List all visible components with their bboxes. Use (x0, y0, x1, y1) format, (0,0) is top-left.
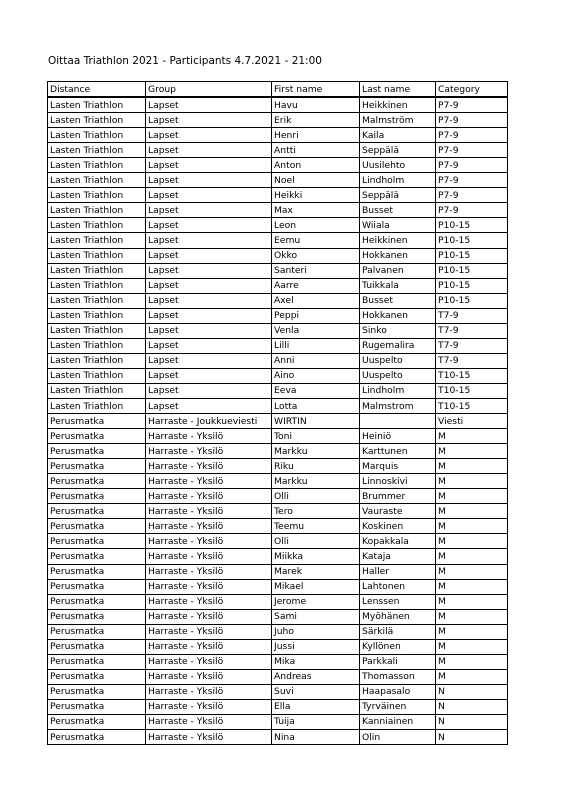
cell-distance: Perusmatka (48, 699, 146, 714)
table-row (48, 639, 508, 654)
table-row (48, 218, 508, 233)
cell-category: P7-9 (436, 173, 508, 188)
cell-category: P7-9 (436, 188, 508, 203)
cell-first-name: Markku (272, 474, 360, 489)
cell-distance: Perusmatka (48, 504, 146, 519)
cell-first-name: Toni (272, 429, 360, 444)
cell-group: Harraste - Yksilö (146, 519, 272, 534)
cell-first-name: Jerome (272, 594, 360, 609)
table-row (48, 714, 508, 729)
cell-last-name: Haapasalo (360, 684, 436, 699)
table-row (48, 293, 508, 308)
cell-distance: Lasten Triathlon (48, 323, 146, 338)
cell-first-name: Nina (272, 730, 360, 745)
cell-distance: Perusmatka (48, 714, 146, 729)
table-row (48, 248, 508, 263)
cell-first-name: Eeva (272, 383, 360, 398)
table-row (48, 444, 508, 459)
cell-category: M (436, 489, 508, 504)
cell-first-name: Axel (272, 293, 360, 308)
cell-first-name: Noel (272, 173, 360, 188)
cell-category: T7-9 (436, 338, 508, 353)
cell-first-name: Peppi (272, 308, 360, 323)
cell-last-name: Malmstrom (360, 398, 436, 413)
cell-last-name: Thomasson (360, 669, 436, 684)
cell-first-name: Andreas (272, 669, 360, 684)
cell-last-name: Hokkanen (360, 248, 436, 263)
header-group: Group (146, 82, 272, 98)
table-row (48, 519, 508, 534)
cell-first-name: Tero (272, 504, 360, 519)
cell-last-name: Haller (360, 564, 436, 579)
table-row (48, 233, 508, 248)
cell-first-name: Olli (272, 489, 360, 504)
cell-last-name: Sinko (360, 323, 436, 338)
table-row (48, 549, 508, 564)
cell-first-name: Markku (272, 444, 360, 459)
cell-first-name: Eemu (272, 233, 360, 248)
cell-group: Harraste - Yksilö (146, 579, 272, 594)
cell-group: Lapset (146, 158, 272, 173)
cell-category: Viesti (436, 414, 508, 429)
cell-first-name: Tuija (272, 714, 360, 729)
cell-last-name: Uusilehto (360, 158, 436, 173)
cell-distance: Lasten Triathlon (48, 203, 146, 218)
cell-category: M (436, 474, 508, 489)
cell-first-name: Aarre (272, 278, 360, 293)
cell-last-name: Koskinen (360, 519, 436, 534)
cell-category: T7-9 (436, 308, 508, 323)
cell-category: P7-9 (436, 97, 508, 113)
cell-distance: Lasten Triathlon (48, 113, 146, 128)
table-row (48, 624, 508, 639)
cell-distance: Lasten Triathlon (48, 383, 146, 398)
cell-last-name: Tyrväinen (360, 699, 436, 714)
table-row (48, 730, 508, 745)
table-row (48, 353, 508, 368)
cell-last-name: Myöhänen (360, 609, 436, 624)
cell-last-name: Kyllönen (360, 639, 436, 654)
cell-distance: Perusmatka (48, 519, 146, 534)
cell-first-name: Miikka (272, 549, 360, 564)
cell-last-name: Heiniö (360, 429, 436, 444)
cell-last-name: Kopakkala (360, 534, 436, 549)
cell-group: Lapset (146, 308, 272, 323)
cell-category: M (436, 639, 508, 654)
cell-category: P10-15 (436, 233, 508, 248)
cell-last-name: Wiiala (360, 218, 436, 233)
cell-distance: Perusmatka (48, 684, 146, 699)
cell-last-name: Olin (360, 730, 436, 745)
cell-last-name: Linnoskivi (360, 474, 436, 489)
cell-distance: Perusmatka (48, 730, 146, 745)
cell-category: M (436, 519, 508, 534)
cell-first-name: Anton (272, 158, 360, 173)
cell-group: Harraste - Yksilö (146, 684, 272, 699)
cell-distance: Lasten Triathlon (48, 218, 146, 233)
cell-group: Lapset (146, 113, 272, 128)
cell-group: Lapset (146, 338, 272, 353)
cell-category: T7-9 (436, 353, 508, 368)
cell-first-name: Venla (272, 323, 360, 338)
cell-distance: Lasten Triathlon (48, 248, 146, 263)
cell-last-name: Särkilä (360, 624, 436, 639)
cell-first-name: Suvi (272, 684, 360, 699)
cell-last-name: Seppälä (360, 143, 436, 158)
participants-table (47, 81, 508, 745)
cell-distance: Perusmatka (48, 444, 146, 459)
cell-group: Lapset (146, 233, 272, 248)
table-row (48, 203, 508, 218)
cell-group: Harraste - Yksilö (146, 459, 272, 474)
cell-category: P7-9 (436, 203, 508, 218)
header-last-name: Last name (360, 82, 436, 98)
cell-group: Lapset (146, 218, 272, 233)
cell-category: N (436, 684, 508, 699)
cell-distance: Lasten Triathlon (48, 338, 146, 353)
cell-category: N (436, 699, 508, 714)
table-row (48, 534, 508, 549)
cell-last-name: Rugemalira (360, 338, 436, 353)
cell-last-name: Palvanen (360, 263, 436, 278)
cell-distance: Lasten Triathlon (48, 293, 146, 308)
cell-group: Lapset (146, 368, 272, 383)
cell-group: Lapset (146, 353, 272, 368)
cell-first-name: Riku (272, 459, 360, 474)
cell-last-name: Vauraste (360, 504, 436, 519)
cell-last-name: Busset (360, 203, 436, 218)
cell-distance: Perusmatka (48, 654, 146, 669)
cell-last-name (360, 414, 436, 429)
table-row (48, 308, 508, 323)
table-row (48, 699, 508, 714)
cell-category: T10-15 (436, 368, 508, 383)
cell-distance: Perusmatka (48, 414, 146, 429)
cell-last-name: Malmström (360, 113, 436, 128)
cell-last-name: Brummer (360, 489, 436, 504)
cell-group: Harraste - Yksilö (146, 594, 272, 609)
table-row (48, 489, 508, 504)
cell-last-name: Parkkali (360, 654, 436, 669)
cell-last-name: Uuspelto (360, 353, 436, 368)
cell-distance: Lasten Triathlon (48, 233, 146, 248)
cell-distance: Lasten Triathlon (48, 173, 146, 188)
cell-first-name: Juho (272, 624, 360, 639)
cell-distance: Perusmatka (48, 564, 146, 579)
cell-distance: Lasten Triathlon (48, 97, 146, 113)
cell-first-name: Lotta (272, 398, 360, 413)
header-first-name: First name (272, 82, 360, 98)
cell-group: Lapset (146, 263, 272, 278)
cell-first-name: Henri (272, 128, 360, 143)
cell-distance: Lasten Triathlon (48, 158, 146, 173)
cell-distance: Perusmatka (48, 534, 146, 549)
cell-distance: Perusmatka (48, 489, 146, 504)
cell-group: Harraste - Yksilö (146, 474, 272, 489)
cell-category: P10-15 (436, 218, 508, 233)
cell-last-name: Lindholm (360, 173, 436, 188)
cell-group: Lapset (146, 383, 272, 398)
table-row (48, 368, 508, 383)
cell-last-name: Karttunen (360, 444, 436, 459)
table-row (48, 654, 508, 669)
cell-category: T7-9 (436, 323, 508, 338)
header-row (48, 82, 508, 98)
cell-distance: Lasten Triathlon (48, 143, 146, 158)
cell-last-name: Kaila (360, 128, 436, 143)
cell-first-name: Anni (272, 353, 360, 368)
table-row (48, 263, 508, 278)
table-row (48, 188, 508, 203)
cell-distance: Perusmatka (48, 429, 146, 444)
cell-distance: Perusmatka (48, 624, 146, 639)
cell-first-name: Mikael (272, 579, 360, 594)
cell-category: M (436, 579, 508, 594)
table-row (48, 429, 508, 444)
cell-first-name: Santeri (272, 263, 360, 278)
cell-first-name: Mika (272, 654, 360, 669)
cell-category: P7-9 (436, 143, 508, 158)
table-row (48, 414, 508, 429)
cell-category: M (436, 609, 508, 624)
cell-category: M (436, 654, 508, 669)
cell-category: M (436, 504, 508, 519)
cell-first-name: Jussi (272, 639, 360, 654)
cell-group: Harraste - Yksilö (146, 444, 272, 459)
cell-last-name: Hokkanen (360, 308, 436, 323)
cell-group: Harraste - Joukkueviesti (146, 414, 272, 429)
cell-last-name: Lahtonen (360, 579, 436, 594)
cell-group: Lapset (146, 203, 272, 218)
cell-group: Harraste - Yksilö (146, 429, 272, 444)
cell-distance: Lasten Triathlon (48, 368, 146, 383)
cell-last-name: Kataja (360, 549, 436, 564)
table-row (48, 594, 508, 609)
cell-group: Lapset (146, 97, 272, 113)
cell-last-name: Marquis (360, 459, 436, 474)
table-row (48, 338, 508, 353)
cell-distance: Perusmatka (48, 669, 146, 684)
cell-first-name: Max (272, 203, 360, 218)
cell-group: Lapset (146, 188, 272, 203)
table-row (48, 609, 508, 624)
cell-group: Lapset (146, 323, 272, 338)
cell-category: P7-9 (436, 113, 508, 128)
table-row (48, 383, 508, 398)
cell-distance: Perusmatka (48, 549, 146, 564)
cell-first-name: Ella (272, 699, 360, 714)
cell-category: M (436, 564, 508, 579)
cell-first-name: Havu (272, 97, 360, 113)
cell-category: P7-9 (436, 158, 508, 173)
cell-group: Lapset (146, 293, 272, 308)
cell-category: P10-15 (436, 278, 508, 293)
cell-first-name: Antti (272, 143, 360, 158)
cell-group: Harraste - Yksilö (146, 730, 272, 745)
cell-last-name: Heikkinen (360, 233, 436, 248)
cell-first-name: Erik (272, 113, 360, 128)
cell-group: Lapset (146, 278, 272, 293)
cell-group: Harraste - Yksilö (146, 504, 272, 519)
table-row (48, 669, 508, 684)
table-row (48, 459, 508, 474)
table-body (48, 97, 508, 745)
cell-group: Lapset (146, 248, 272, 263)
cell-category: M (436, 549, 508, 564)
cell-distance: Lasten Triathlon (48, 278, 146, 293)
cell-first-name: WIRTIN (272, 414, 360, 429)
cell-category: T10-15 (436, 383, 508, 398)
cell-distance: Lasten Triathlon (48, 353, 146, 368)
cell-last-name: Lindholm (360, 383, 436, 398)
cell-category: M (436, 624, 508, 639)
cell-category: M (436, 459, 508, 474)
page-title: Oittaa Triathlon 2021 - Participants 4.7.2021 - 21:00 (48, 55, 322, 67)
cell-group: Harraste - Yksilö (146, 609, 272, 624)
cell-distance: Perusmatka (48, 594, 146, 609)
cell-group: Harraste - Yksilö (146, 654, 272, 669)
table-row (48, 97, 508, 113)
cell-category: P7-9 (436, 128, 508, 143)
cell-group: Harraste - Yksilö (146, 534, 272, 549)
cell-distance: Lasten Triathlon (48, 128, 146, 143)
table-row (48, 564, 508, 579)
cell-category: M (436, 444, 508, 459)
cell-first-name: Aino (272, 368, 360, 383)
cell-distance: Perusmatka (48, 579, 146, 594)
cell-first-name: Heikki (272, 188, 360, 203)
cell-group: Harraste - Yksilö (146, 549, 272, 564)
cell-distance: Lasten Triathlon (48, 308, 146, 323)
table-row (48, 158, 508, 173)
cell-category: P10-15 (436, 248, 508, 263)
cell-group: Harraste - Yksilö (146, 564, 272, 579)
cell-group: Lapset (146, 128, 272, 143)
cell-last-name: Kanniainen (360, 714, 436, 729)
cell-group: Lapset (146, 173, 272, 188)
cell-group: Harraste - Yksilö (146, 699, 272, 714)
table-row (48, 113, 508, 128)
cell-distance: Perusmatka (48, 609, 146, 624)
cell-first-name: Lilli (272, 338, 360, 353)
cell-category: M (436, 429, 508, 444)
cell-category: M (436, 594, 508, 609)
cell-category: M (436, 534, 508, 549)
table-row (48, 143, 508, 158)
cell-distance: Perusmatka (48, 459, 146, 474)
cell-first-name: Marek (272, 564, 360, 579)
table-row (48, 398, 508, 413)
cell-group: Harraste - Yksilö (146, 489, 272, 504)
cell-last-name: Tuikkala (360, 278, 436, 293)
cell-group: Harraste - Yksilö (146, 669, 272, 684)
cell-category: N (436, 714, 508, 729)
cell-first-name: Teemu (272, 519, 360, 534)
cell-first-name: Leon (272, 218, 360, 233)
cell-category: P10-15 (436, 263, 508, 278)
header-category: Category (436, 82, 508, 98)
cell-last-name: Uuspelto (360, 368, 436, 383)
cell-distance: Lasten Triathlon (48, 188, 146, 203)
cell-category: N (436, 730, 508, 745)
table-row (48, 684, 508, 699)
cell-category: P10-15 (436, 293, 508, 308)
cell-group: Lapset (146, 398, 272, 413)
header-distance: Distance (48, 82, 146, 98)
table-row (48, 128, 508, 143)
cell-last-name: Seppälä (360, 188, 436, 203)
table-row (48, 173, 508, 188)
cell-distance: Perusmatka (48, 639, 146, 654)
table-row (48, 474, 508, 489)
cell-group: Harraste - Yksilö (146, 624, 272, 639)
cell-group: Harraste - Yksilö (146, 714, 272, 729)
cell-group: Harraste - Yksilö (146, 639, 272, 654)
cell-category: M (436, 669, 508, 684)
cell-last-name: Lenssen (360, 594, 436, 609)
cell-distance: Perusmatka (48, 474, 146, 489)
cell-category: T10-15 (436, 398, 508, 413)
table-row (48, 323, 508, 338)
cell-group: Lapset (146, 143, 272, 158)
cell-last-name: Heikkinen (360, 97, 436, 113)
cell-first-name: Olli (272, 534, 360, 549)
cell-first-name: Okko (272, 248, 360, 263)
table-row (48, 504, 508, 519)
cell-distance: Lasten Triathlon (48, 263, 146, 278)
cell-first-name: Sami (272, 609, 360, 624)
cell-distance: Lasten Triathlon (48, 398, 146, 413)
table-row (48, 579, 508, 594)
table-row (48, 278, 508, 293)
cell-last-name: Busset (360, 293, 436, 308)
